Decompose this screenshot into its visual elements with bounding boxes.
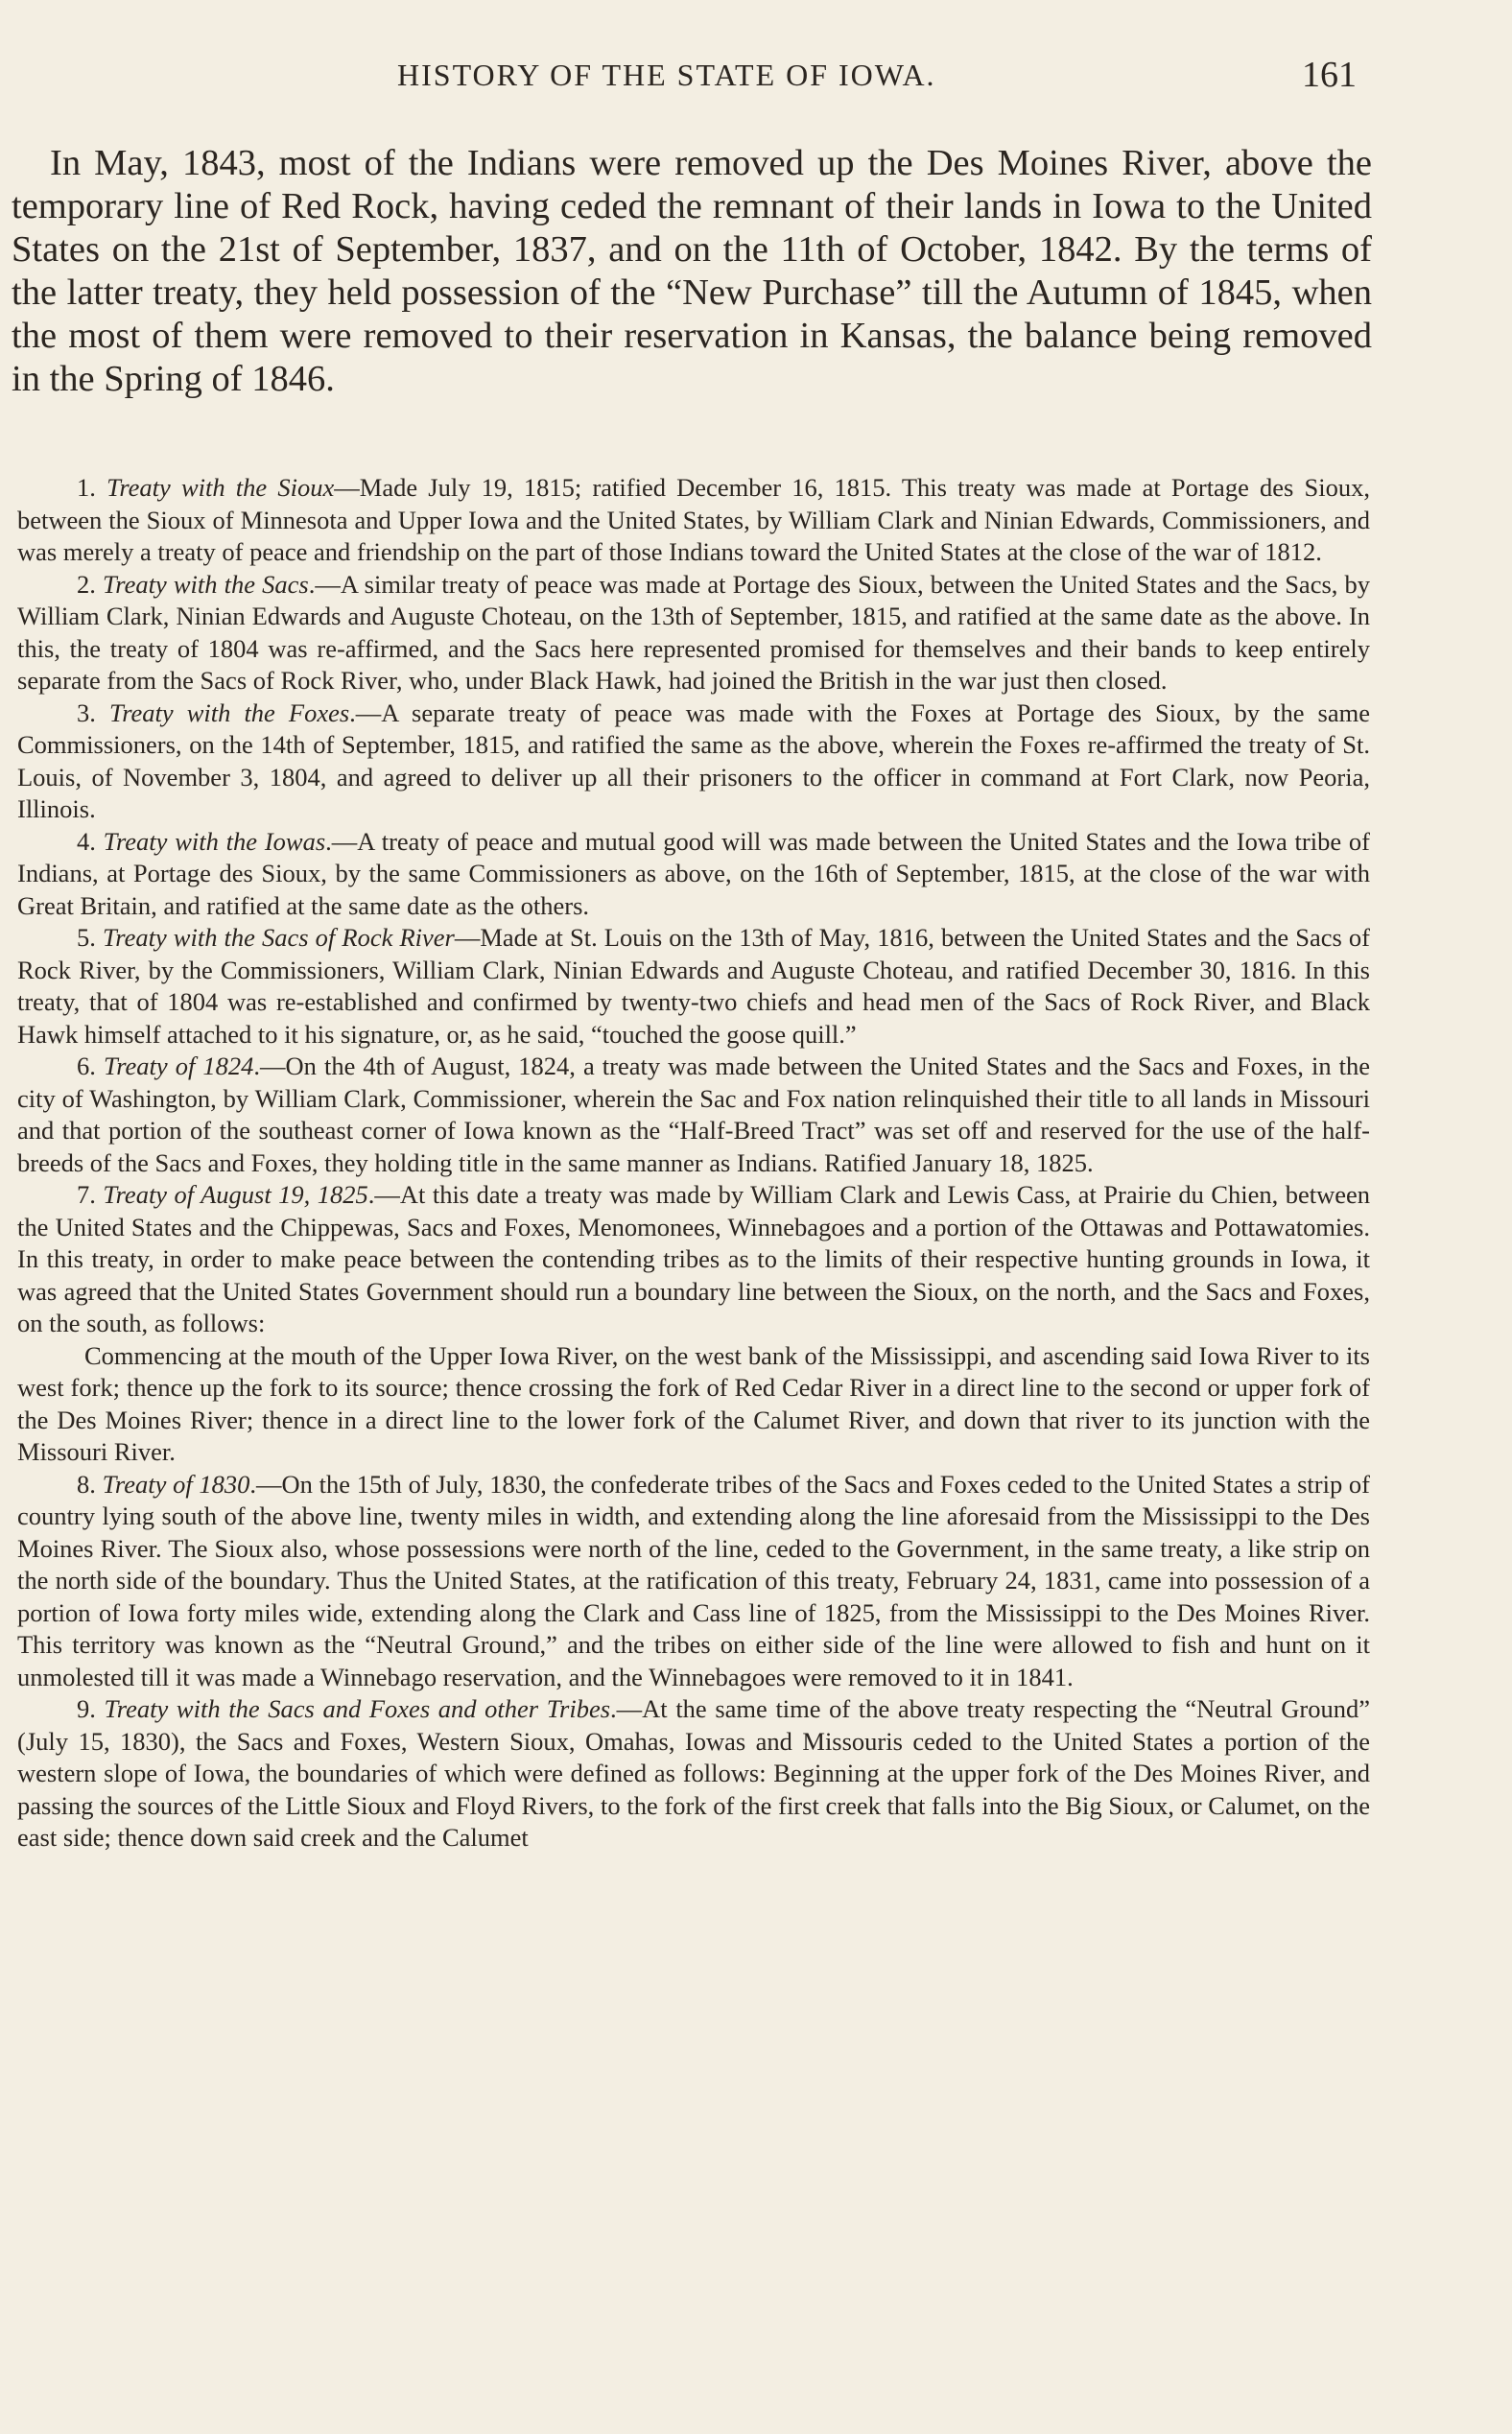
treaty-note-4 [17,826,1370,923]
note-title: Treaty with the Sioux [106,473,335,502]
note-number: 5. [77,923,96,952]
note-title: Treaty with the Sacs of Rock River [102,923,455,952]
note-number: 9. [77,1694,96,1723]
note-title: Treaty of August 19, 1825 [103,1180,368,1209]
treaty-notes [17,472,1370,1855]
main-text [12,142,1372,401]
treaty-note-9 [17,1693,1370,1855]
note-text: .—At the same time of the above treaty respecting the “Neutral Ground” (July 15, 1830), the Sacs and Foxes, Western Sioux, Omahas, Iowas and Missouris ceded to the United States a portion of the western slope of Iowa, the boundaries of which were defined as follows: Beginning at the upper fork of the Des Moines River, and passing the sources of the Little Sioux and Floyd Rivers, to the fork of the first creek that falls into the Big Sioux, or Calumet, on the east side; thence down said creek and the Calumet [17,1694,1370,1852]
treaty-note-7 [17,1179,1370,1340]
treaty-note-6 [17,1051,1370,1179]
note-text: —Made July 19, 1815; ratified December 16, 1815. This treaty was made at Portage des Sioux, between the Sioux of Minnesota and Upper Iowa and the United States, by William Clark and Ninian Edwards, Commissioners, and was merely a treaty of peace and friendship on the part of those Indians toward the United States at the close of the war of 1812. [17,473,1370,566]
note-number: 2. [77,569,96,599]
treaty-note-1 [17,472,1370,569]
note-number: 7. [77,1180,96,1209]
note-number: 4. [77,826,96,856]
note-text: .—On the 4th of August, 1824, a treaty was made between the United States and the Sacs and Foxes, in the city of Washington, by William Clark, Commissioner, wherein the Sac and Fox nation relinquished their title to all lands in Missouri and that portion of the southeast corner of Iowa known as the “Half-Breed Tract” was set off and reserved for the use of the half-breeds of the Sacs and Foxes, they holding title in the same manner as Indians. Ratified January 18, 1825. [17,1052,1371,1177]
note-text: .—A separate treaty of peace was made with the Foxes at Portage des Sioux, by the same Commissioners, on the 14th of September, 1815, and ratified the same as the above, wherein the Foxes re-affirmed the treaty of St. Louis, of November 3, 1804, and agreed to deliver up all their prisoners to the officer in command at Fort Clark, now Peoria, Illinois. [17,697,1370,823]
treaty-note-2 [17,569,1370,697]
page-header [21,55,1364,106]
note-title: Treaty with the Foxes [108,697,350,727]
note-title: Treaty of 1830 [102,1469,250,1499]
note-text: —Made at St. Louis on the 13th of May, 1816, between the United States and the Sacs of Rock River, by the Commissioners, William Clark, Ninian Edwards and Auguste Choteau, and ratified December 30, 1816. In this treaty, that of 1804 was re-established and confirmed by twenty-two chiefs and head men of the Sacs of Rock River, and Black Hawk himself attached to it his signature, or, as he said, “touched the goose quill.” [17,923,1370,1049]
note-text: .—A treaty of peace and mutual good will was made between the United States and the Iowa tribe of Indians, at Portage des Sioux, by the same Commissioners as above, on the 16th of September, 1815, at the close of the war with Great Britain, and ratified at the same date as the others. [17,826,1370,920]
note-title: Treaty with the Sacs [103,569,309,599]
note-number: 6. [77,1052,96,1080]
note-number: 8. [77,1469,96,1499]
boundary-quote: Commencing at the mouth of the Upper Iowa River, on the west bank of the Mississippi, and ascending said Iowa River to its west fork; thence up the fork to its source; thence crossing the fork of Red Cedar River in a direct line to the second or upper fork of the Des Moines River; thence in a direct line to the lower fork of the Calumet River, and down that river to its junction with the Missouri River. [17,1340,1370,1466]
body-paragraph: In May, 1843, most of the Indians were removed up the Des Moines River, above the temporary line of Red Rock, having ceded the remnant of their lands in Iowa to the United States on the 21st of September, 1837, and on the 11th of October, 1842. By the terms of the latter treaty, they held possession of the “New Purchase” till the Autumn of 1845, when the most of them were removed to their reservation in Kansas, the balance being removed in the Spring of 1846. [12,143,1372,399]
note-title: Treaty with the Sacs and Foxes and other Tribes [104,1694,611,1723]
treaty-note-3 [17,697,1370,826]
treaty-note-8 [17,1469,1370,1694]
note-number: 1. [77,473,96,502]
note-text: .—At this date a treaty was made by William Clark and Lewis Cass, at Prairie du Chien, between the United States and the Chippewas, Sacs and Foxes, Menomonees, Winnebagoes and a portion of the Ottawas and Pottawatomies. In this treaty, in order to make peace between the contending tribes as to the limits of their respective hunting grounds in Iowa, it was agreed that the United States Government should run a boundary line between the Sioux, on the north, and the Sacs and Foxes, on the south, as follows: [17,1180,1370,1337]
note-text: .—On the 15th of July, 1830, the confederate tribes of the Sacs and Foxes ceded to the United States a strip of country lying south of the above line, twenty miles in width, and extending along the line aforesaid from the Mississippi to the Des Moines River. The Sioux also, whose possessions were north of the line, ceded to the Government, in the same treaty, a like strip on the north side of the boundary. Thus the United States, at the ratification of this treaty, February 24, 1831, came into possession of a portion of Iowa forty miles wide, extending along the Clark and Cass line of 1825, from the Mississippi to the Des Moines River. This territory was known as the “Neutral Ground,” and the tribes on either side of the line were allowed to fish and hunt on it unmolested till it was made a Winnebago reservation, and the Winnebagoes were removed to it in 1841. [17,1469,1370,1691]
note-title: Treaty of 1824 [103,1052,254,1080]
running-title: HISTORY OF THE STATE OF IOWA. [397,58,936,92]
note-text: .—A similar treaty of peace was made at Portage des Sioux, between the United States and the Sacs, by William Clark, Ninian Edwards and Auguste Choteau, on the 13th of September, 1815, and ratified at the same date as the above. In this, the treaty of 1804 was re-affirmed, and the Sacs here represented promised for themselves and their bands to keep entirely separate from the Sacs of Rock River, who, under Black Hawk, had joined the British in the war just then closed. [17,569,1371,695]
note-title: Treaty with the Iowas [103,826,326,856]
treaty-note-5 [17,922,1370,1051]
page-number: 161 [1302,55,1357,95]
note-number: 3. [77,697,96,727]
